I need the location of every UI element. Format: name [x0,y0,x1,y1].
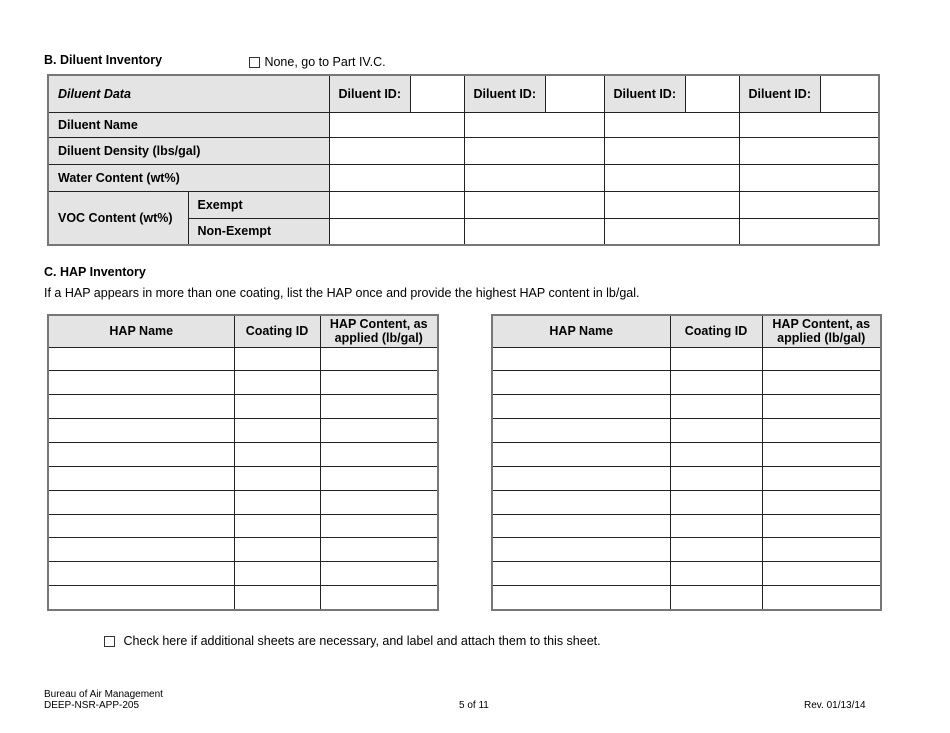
coating-id-cell[interactable] [234,586,320,610]
hap-row [48,490,438,514]
hap-name-cell[interactable] [492,562,670,586]
hap-name-cell[interactable] [492,490,670,514]
hap-name-cell[interactable] [48,466,234,490]
hap-content-cell[interactable] [320,395,438,419]
hap-name-cell[interactable] [492,466,670,490]
hap-row [48,371,438,395]
diluent-name-field-4[interactable] [739,112,879,137]
diluent-data-header: Diluent Data [48,75,329,112]
footer-org: Bureau of Air Management [44,689,163,700]
hap-row [48,514,438,538]
hap-name-cell[interactable] [492,371,670,395]
footer-form-id: DEEP-NSR-APP-205 [44,700,140,711]
hap-content-cell[interactable] [762,395,881,419]
hap-content-cell[interactable] [762,347,881,371]
hap-name-cell[interactable] [48,490,234,514]
hap-content-header: HAP Content, as applied (lb/gal) [320,315,438,347]
diluent-density-field-2[interactable] [464,137,604,164]
hap-name-cell[interactable] [492,419,670,443]
coating-id-cell[interactable] [234,419,320,443]
diluent-id-field-1[interactable] [410,75,464,112]
diluent-density-label: Diluent Density (lbs/gal) [48,137,329,164]
hap-row [492,419,881,443]
diluent-name-label: Diluent Name [48,112,329,137]
coating-id-cell[interactable] [234,514,320,538]
hap-content-header: HAP Content, as applied (lb/gal) [762,315,881,347]
voc-content-label: VOC Content (wt%) [48,191,188,245]
hap-row [48,466,438,490]
hap-content-cell[interactable] [320,443,438,467]
hap-name-header: HAP Name [492,315,670,347]
hap-content-cell[interactable] [320,538,438,562]
voc-nonexempt-field-2[interactable] [464,218,604,245]
diluent-name-field-1[interactable] [329,112,464,137]
hap-name-cell[interactable] [492,514,670,538]
coating-id-cell[interactable] [234,490,320,514]
hap-name-cell[interactable] [48,395,234,419]
hap-name-cell[interactable] [48,419,234,443]
hap-name-cell[interactable] [48,371,234,395]
hap-name-cell[interactable] [48,514,234,538]
hap-row [48,443,438,467]
hap-row [492,514,881,538]
coating-id-cell[interactable] [670,347,762,371]
hap-row [492,347,881,371]
coating-id-cell[interactable] [234,347,320,371]
additional-sheets-label: Check here if additional sheets are necessary, and label and attach them to this sheet. [123,634,601,648]
hap-content-cell[interactable] [320,562,438,586]
coating-id-cell[interactable] [670,419,762,443]
coating-id-cell[interactable] [670,562,762,586]
hap-name-cell[interactable] [48,443,234,467]
diluent-name-field-3[interactable] [604,112,739,137]
coating-id-cell[interactable] [234,443,320,467]
hap-table-right [491,314,882,611]
coating-id-cell[interactable] [670,538,762,562]
hap-content-cell[interactable] [762,562,881,586]
hap-row [492,490,881,514]
diluent-section-title: B. Diluent Inventory [44,53,163,67]
coating-id-cell[interactable] [234,395,320,419]
diluent-id-field-3[interactable] [685,75,739,112]
hap-content-cell[interactable] [762,514,881,538]
coating-id-header: Coating ID [234,315,320,347]
water-content-label: Water Content (wt%) [48,164,329,191]
diluent-id-field-4[interactable] [820,75,879,112]
hap-row [48,395,438,419]
voc-nonexempt-field-3[interactable] [604,218,739,245]
hap-row [48,562,438,586]
hap-content-cell[interactable] [320,371,438,395]
water-content-field-4[interactable] [739,164,879,191]
hap-content-cell[interactable] [762,538,881,562]
hap-content-cell[interactable] [762,490,881,514]
footer-page-number: 5 of 11 [459,700,489,711]
coating-id-cell[interactable] [670,466,762,490]
diluent-density-field-3[interactable] [604,137,739,164]
hap-instruction: If a HAP appears in more than one coating, list the HAP once and provide the highest HAP content in lb/gal. [44,286,640,300]
coating-id-cell[interactable] [234,562,320,586]
diluent-id-label-3: Diluent ID: [604,75,685,112]
coating-id-cell[interactable] [670,371,762,395]
hap-name-cell[interactable] [48,562,234,586]
hap-row [492,443,881,467]
hap-row [492,562,881,586]
hap-section-title: C. HAP Inventory [44,265,146,279]
additional-sheets-option[interactable] [104,632,601,650]
none-checkbox-label: None, go to Part IV.C. [264,55,386,69]
none-option[interactable] [249,53,386,71]
hap-name-cell[interactable] [48,586,234,610]
hap-name-cell[interactable] [492,538,670,562]
voc-exempt-field-4[interactable] [739,191,879,218]
coating-id-cell[interactable] [670,514,762,538]
hap-row [492,538,881,562]
hap-name-cell[interactable] [492,443,670,467]
hap-content-cell[interactable] [320,586,438,610]
diluent-id-label-1: Diluent ID: [329,75,410,112]
coating-id-header: Coating ID [670,315,762,347]
hap-row [48,419,438,443]
hap-row [492,586,881,610]
diluent-density-field-4[interactable] [739,137,879,164]
hap-content-cell[interactable] [320,466,438,490]
coating-id-cell[interactable] [234,371,320,395]
hap-row [492,466,881,490]
coating-id-cell[interactable] [670,443,762,467]
hap-content-cell[interactable] [762,371,881,395]
voc-exempt-field-1[interactable] [329,191,464,218]
hap-content-cell[interactable] [320,419,438,443]
hap-content-cell[interactable] [320,490,438,514]
hap-name-cell[interactable] [492,395,670,419]
hap-row [492,395,881,419]
coating-id-cell[interactable] [670,395,762,419]
none-checkbox[interactable] [249,57,260,68]
coating-id-cell[interactable] [670,490,762,514]
diluent-density-field-1[interactable] [329,137,464,164]
coating-id-cell[interactable] [234,466,320,490]
hap-row [48,586,438,610]
diluent-id-field-2[interactable] [545,75,604,112]
hap-name-cell[interactable] [48,347,234,371]
hap-content-cell[interactable] [762,419,881,443]
hap-content-cell[interactable] [320,514,438,538]
coating-id-cell[interactable] [670,586,762,610]
hap-content-cell[interactable] [762,443,881,467]
hap-name-cell[interactable] [492,347,670,371]
voc-exempt-field-3[interactable] [604,191,739,218]
voc-exempt-label: Exempt [188,191,329,218]
diluent-name-field-2[interactable] [464,112,604,137]
coating-id-cell[interactable] [234,538,320,562]
hap-name-cell[interactable] [492,586,670,610]
water-content-field-2[interactable] [464,164,604,191]
hap-table-left [47,314,439,611]
water-content-field-3[interactable] [604,164,739,191]
diluent-id-label-4: Diluent ID: [739,75,820,112]
hap-row [48,538,438,562]
hap-row [48,347,438,371]
voc-exempt-field-2[interactable] [464,191,604,218]
hap-content-cell[interactable] [762,466,881,490]
water-content-field-1[interactable] [329,164,464,191]
footer-revision: Rev. 01/13/14 [804,700,866,711]
hap-name-cell[interactable] [48,538,234,562]
diluent-id-label-2: Diluent ID: [464,75,545,112]
voc-nonexempt-field-1[interactable] [329,218,464,245]
additional-sheets-checkbox[interactable] [104,636,115,647]
hap-content-cell[interactable] [762,586,881,610]
voc-nonexempt-field-4[interactable] [739,218,879,245]
voc-nonexempt-label: Non-Exempt [188,218,329,245]
diluent-table [47,74,880,246]
hap-content-cell[interactable] [320,347,438,371]
hap-row [492,371,881,395]
hap-name-header: HAP Name [48,315,234,347]
